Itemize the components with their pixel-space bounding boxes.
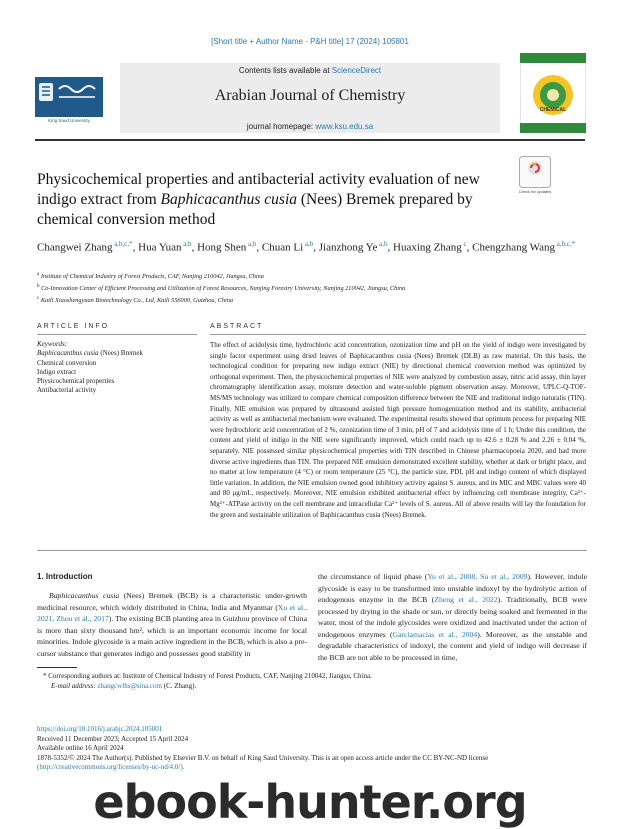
intro-text: ). The existing BCB planting area in Guizhou province of China is more than sixty thousand hm², which is an important economic income for local minorities. Indole glycoside is a main active ingredient in the BCB, which is also a pre-cursor substance that generates indigo and possesses good stability in [37, 614, 307, 658]
author-name: Hong Shen [197, 241, 247, 254]
journal-name: Arabian Journal of Chemistry [214, 87, 406, 104]
journal-cover-image [520, 53, 586, 133]
intro-text: the circumstance of liquid phase ( [318, 572, 428, 581]
affiliations [37, 270, 577, 306]
author-name: Changwei Zhang [37, 241, 113, 254]
intro-column-2 [318, 571, 587, 663]
author-affiliation-marks[interactable]: a,b [377, 240, 388, 248]
author-list: Changwei Zhang $^{a,b,c,*}$, Hua Yuan $^{a,b}$, Hong Shen $^{a,b}$, Chuan Li $^{a,b}$, Jianzhong Ye $^{a,b}$, Huaxing Zhang $^c$, Chengzhang Wang $^{a,b,c,*}$ [37, 240, 576, 254]
citation-link[interactable]: Zheng et al., 2022 [434, 595, 498, 604]
corresponding-author-note: * Corresponding authors at: Institute of Chemical Industry of Forest Products, CAF, Nanjing 210042, Jiangsu, China. [43, 672, 372, 680]
keywords-block [37, 340, 197, 396]
journal-homepage: journal homepage: www.ksu.edu.sa [246, 122, 374, 131]
license-text: 1878-5352/© 2024 The Author(s). Published by Elsevier B.V. on behalf of King Saud University. This is an open access article under the CC BY-NC-ND license [37, 753, 489, 762]
intro-text: Baphicacanthus cusia [49, 591, 120, 600]
author-affiliation-marks[interactable]: c [461, 240, 467, 248]
keyword-3: Indigo extract [37, 367, 77, 376]
author-affiliation-marks[interactable]: a,b,c,* [112, 240, 133, 248]
check-updates-label: Check for updates [518, 189, 552, 194]
author-name: Huaxing Zhang [393, 241, 462, 254]
affiliation-a: $^a$ Institute of Chemical Industry of Forest Products, CAF, Nanjing 210042, Jiangsu, China [37, 272, 264, 281]
contents-line: Contents lists available at ScienceDirect [238, 66, 382, 75]
keyword-5: Antibacterial activity [37, 386, 97, 395]
abstract-heading: ABSTRACT [210, 323, 264, 330]
footnote-rule [37, 667, 77, 668]
received-accepted: Received 11 December 2023; Accepted 15 April 2024 [37, 734, 189, 743]
header-rule [35, 139, 585, 141]
homepage-link[interactable]: www.ksu.edu.sa [315, 122, 374, 131]
author-affiliation-marks[interactable]: a,b,c,* [555, 240, 576, 248]
intro-text: ). However, indole glycoside is easy to be transformed into unstable indoxyl by the hydrolytic action of endogenous enzyme in the BCB ( [318, 572, 587, 604]
publication-info [37, 725, 587, 773]
author-affiliation-marks[interactable]: a,b [246, 240, 257, 248]
affiliation-c: $^c$ Kaili Xiaoshengyuan Biotechnology Co., Ltd, Kaili 556000, Guizhou, China [37, 295, 234, 304]
citation-link[interactable]: Garciamacias et al., 2004 [392, 629, 478, 639]
author-name: Hua Yuan [138, 241, 182, 254]
abstract-bottom-rule [37, 550, 587, 551]
available-online: Available online 16 April 2024 [37, 744, 124, 753]
email-line: E-mail address: zhangcwlhs@sina.com (C. Zhang). [51, 682, 197, 690]
author-name: Chuan Li [261, 241, 304, 254]
cover-label: CHEMICAL [539, 107, 567, 113]
sciencedirect-link[interactable]: ScienceDirect [331, 66, 382, 75]
keyword-4: Physicochemical properties [37, 377, 115, 386]
keyword-1: Baphicacanthus cusia (Nees) Bremek [37, 349, 143, 358]
king-saud-university-logo [35, 77, 103, 117]
running-header: [Short title + Author Name - P&H title] 17 (2024) 105801 [211, 37, 409, 46]
license-link[interactable]: (http://creativecommons.org/licenses/by-nc-nd/4.0/). [37, 763, 185, 772]
watermark: ebook-hunter.org [93, 775, 527, 829]
intro-text: ). Moreover, as the unstable and degradable characteristics of indoxyl, the content and yield of indigo will decrease if the BCB are not able to be processed in time, [318, 629, 587, 662]
citation-link[interactable]: Xu et al., 2021, Zhou et al., 2017 [37, 602, 307, 623]
author-name: Jianzhong Ye [318, 241, 378, 254]
article-title: Physicochemical properties and antibacterial activity evaluation of new indigo extract from Baphicacanthus cusia (Nees) Bremek prepared by chemical conversion method [37, 171, 480, 228]
abstract-text: The effect of acidolysis time, hydrochloric acid concentration, ozonization time and pH on the yield of indigo were investigated by single factor experiment using dried leaves of Baphicacanthus cusia (Nees) Bremek (DLB) as raw material. On this basis, the technological condition for preparing new indigo extract (NIE) by directional chemical conversion method was optimized by orthogonal experiment. Then, the physicochemical properties of NIE were analyzed by combustion assay, nitric acid assay, thin layer chromatography identification assay, moisture detection and water-soluble pigment observation assay. Moreover, UPLC-Q-TOF-MS/MS technology was utilized to compare chemical composition difference between the NIE and traditional indigo naturalis (TIN). Finally, NIE emulsion was prepared by ultrasound assisted high pressure homogenization method and its stability, antibacterial activity as well as antibacterial mechanism were evaluated. The experimental results showed that optimum process for preparing NIE were hydrochloric acid concentration of 2 %, ozonization time of 3 min, pH of 7 and acidolysis time of 1 h; Under this condition, the content and yield of indigo in the NIE were significantly improved, which could reach up to 42.6 ± 0.28 % and 2.26 ± 0.04 %, separately. NIE possessed similar physicochemical properties with TIN described in Chinese pharmacopoeia 2020, and had more diverse active ingredients than TIN. The prepared NIE emulsion demonstrated excellent stability, whether at dark or bright place, and no matter at low temperature (4 °C) or room temperature (25 °C), the particle size, PDI, pH and indigo content of which displayed little variation. In addition, the NIE emulsion owned good inhibitory activity against S. aureus, and its MIC and MBC values were 40 and 80 μg/mL, respectively. Moreover, NIE emulsion exhibited antibacterial effect by influencing cell membrane integrity, Ca²⁺-Mg²⁺-ATPase activity on the cell membrane and intracellular Ca²⁺ levels of S. aureus. All of above results will lay the foundation for the green and sustainable utilization of Baphicacanthus cusia (Nees) Bremek. [210, 341, 586, 519]
intro-text: (Nees) Bremek (BCB) is a characteristic under-growth medicinal resource, which widely distributed in China, India and Myanmar ( [37, 591, 307, 612]
author-affiliation-marks[interactable]: a,b [303, 240, 314, 248]
doi-link[interactable]: https://doi.org/10.1016/j.arabjc.2024.105801 [37, 725, 163, 733]
logo-caption: King Saud University [48, 118, 90, 123]
email-link[interactable]: zhangcwlhs@sina.com [97, 682, 162, 690]
article-info-heading: ARTICLE INFO [37, 323, 110, 330]
author-name: Chengzhang Wang [472, 241, 556, 254]
intro-column-1 [37, 590, 307, 659]
intro-text: ). Traditionally, BCB were processed by drying in the shade or sun, or directly being soaked and fermented in the water, most of the indole glycosides were oxidized and inactivated under the action of endogenous enzymes ( [318, 595, 587, 639]
citation-link[interactable]: Yu et al., 2008, Su et al., 2009 [427, 572, 528, 581]
keyword-2: Chemical conversion [37, 358, 97, 367]
introduction-heading: 1. Introduction [37, 572, 93, 581]
keywords-heading: Keywords: [37, 340, 68, 348]
affiliation-b: $^b$ Co-Innovation Center of Efficient Processing and Utilization of Forest Resources, Nanjing Forestry University, Nanjing 210042, Jiangsu, China [37, 283, 406, 292]
abstract-rule [210, 334, 586, 335]
check-for-updates-icon[interactable] [519, 156, 551, 188]
author-affiliation-marks[interactable]: a,b [181, 240, 192, 248]
article-info-rule [37, 334, 197, 335]
footnote [37, 671, 577, 691]
